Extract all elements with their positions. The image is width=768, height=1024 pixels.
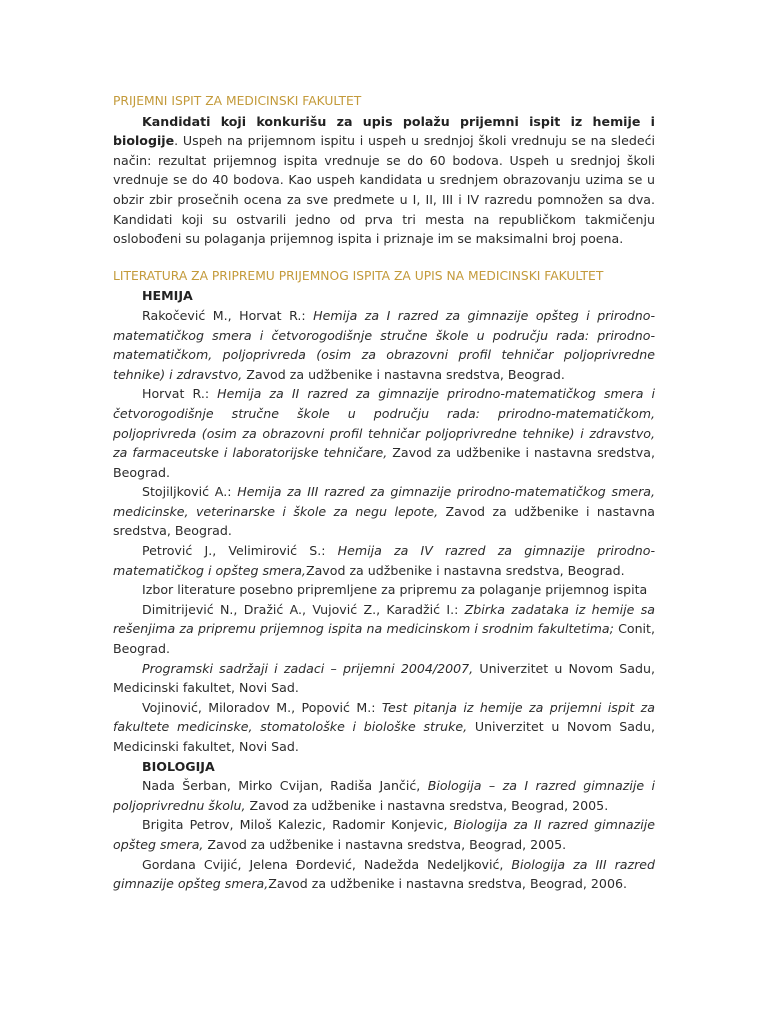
entry-publisher: Univerzitet u Novom Sadu, Medicinski fakultet, Novi Sad. (113, 719, 655, 754)
subheading-hemija: HEMIJA (142, 288, 193, 304)
list-item (113, 580, 655, 600)
entry-authors: Horvat R.: (142, 386, 218, 402)
entry-note: Izbor literature posebno pripremljene za pripremu za polaganje prijemnog ispita (142, 582, 648, 598)
list-item (113, 600, 655, 659)
entry-publisher: Univerzitet u Novom Sadu, Medicinski fakultet, Novi Sad. (113, 660, 655, 696)
list-item (113, 384, 655, 482)
entry-title: Programski sadržaji i zadaci – prijemni 2004/2007, (142, 660, 474, 676)
list-item (113, 698, 655, 757)
entry-title: Test pitanja iz hemije za prijemni ispit za fakultete medicinske, stomatološke i biološke struke, (113, 699, 655, 735)
entry-authors: Petrović J., Velimirović S.: (142, 543, 338, 559)
list-item (113, 776, 655, 815)
intro-paragraph (113, 112, 655, 249)
list-item (113, 855, 655, 894)
section-heading-exam: PRIJEMNI ISPIT ZA MEDICINSKI FAKULTET (113, 94, 362, 108)
subheading-biologija: BIOLOGIJA (142, 758, 215, 774)
entry-authors: Vojinović, Miloradov M., Popović M.: (142, 699, 382, 715)
entry-publisher: Conit, Beograd. (113, 621, 655, 657)
section-heading-literature: LITERATURA ZA PRIPREMU PRIJEMNOG ISPITA ZA UPIS NA MEDICINSKI FAKULTET (113, 268, 604, 283)
list-item (113, 659, 655, 698)
entry-authors: Stojiljković A.: (142, 484, 238, 500)
entry-title: Hemija za III razred za gimnazije prirodno-matematičkog smera, medicinske, veterinarske i škole za negu lepote, (113, 484, 655, 519)
entry-authors: Rakočević M., Horvat R.: (142, 307, 314, 323)
entry-publisher: Zavod za udžbenike i nastavna sredstva, Beograd. (305, 562, 625, 578)
entry-publisher: Zavod za udžbenike i nastavna sredstva, Beograd, 2006. (268, 876, 627, 892)
entry-title: Biologija za II razred gimnazije opšteg smera, (113, 817, 655, 852)
entry-publisher: Zavod za udžbenike i nastavna sredstva, Beograd. (113, 503, 656, 539)
list-item (113, 541, 655, 580)
entry-title: Hemija za II razred za gimnazije prirodno-matematičkog smera i četvorogodišnje stručne škole u području rada: prirodno-matematičkom, poljoprivreda (osim za obrazovni profil tehničar poljoprivredne tehnike) i zdravstvo, za farmaceutske i laboratorijske tehničare, (113, 386, 656, 461)
list-item (113, 482, 655, 541)
entry-publisher: Zavod za udžbenike i nastavna sredstva, Beograd. (242, 366, 565, 382)
entry-title: Zbirka zadataka iz hemije sa rešenjima za pripremu prijemnog ispita na medicinskom i srodnim fakultetima; (113, 601, 655, 637)
entry-authors: Dimitrijević N., Dražić A., Vujović Z., Karadžić I.: (142, 601, 465, 617)
list-item (113, 306, 655, 384)
entry-authors: Brigita Petrov, Miloš Kalezic, Radomir Konjevic, (142, 817, 454, 833)
list-item (113, 815, 655, 854)
entry-authors: Nada Šerban, Mirko Cvijan, Radiša Jančić, (142, 778, 428, 794)
intro-bold-text: Kandidati koji konkurišu za upis polažu prijemni ispit iz hemije i biologije (113, 113, 655, 149)
entry-publisher: Zavod za udžbenike i nastavna sredstva, Beograd, 2005. (203, 836, 567, 852)
entry-publisher: Zavod za udžbenike i nastavna sredstva, Beograd, 2005. (245, 797, 609, 813)
entry-title: Biologija za III razred gimnazije opšteg smera, (113, 856, 655, 892)
entry-title: Biologija – za I razred gimnazije i poljoprivrednu školu, (113, 778, 656, 813)
entry-title: Hemija za IV razred za gimnazije prirodno-matematičkog i opšteg smera, (113, 543, 655, 578)
hemija-list (113, 306, 655, 757)
entry-title: Hemija za I razred za gimnazije opšteg i prirodno-matematičkog smera i četvorogodišnje stručne škole u području rada: prirodno-matematičkom, poljoprivreda (osim za obrazovni profil tehničar poljoprivredne tehnike) i zdravstvo, (113, 307, 655, 382)
entry-publisher: Zavod za udžbenike i nastavna sredstva, Beograd. (113, 445, 655, 480)
intro-text: . Uspeh na prijemnom ispitu i uspeh u srednjoj školi vrednuju se na sledeći način: rezultat prijemnog ispita vrednuje se do 60 bodova. Uspeh u srednjoj školi vrednuje se do 40 bodova. Kao uspeh kandidata u srednjem obrazovanju uzima se u obzir zbir prosečnih ocena za sve predmete u I, II, III i IV razredu pomnožen sa dva. Kandidati koji su ostvarili jedno od prva tri mesta na republičkom takmičenju oslobođeni su polaganja prijemnog ispita i priznaje im se maksimalni broj poena. (113, 133, 655, 247)
biologija-list (113, 776, 655, 894)
entry-authors: Gordana Cvijić, Jelena Đordević, Nadežda Nedeljković, (142, 856, 512, 872)
